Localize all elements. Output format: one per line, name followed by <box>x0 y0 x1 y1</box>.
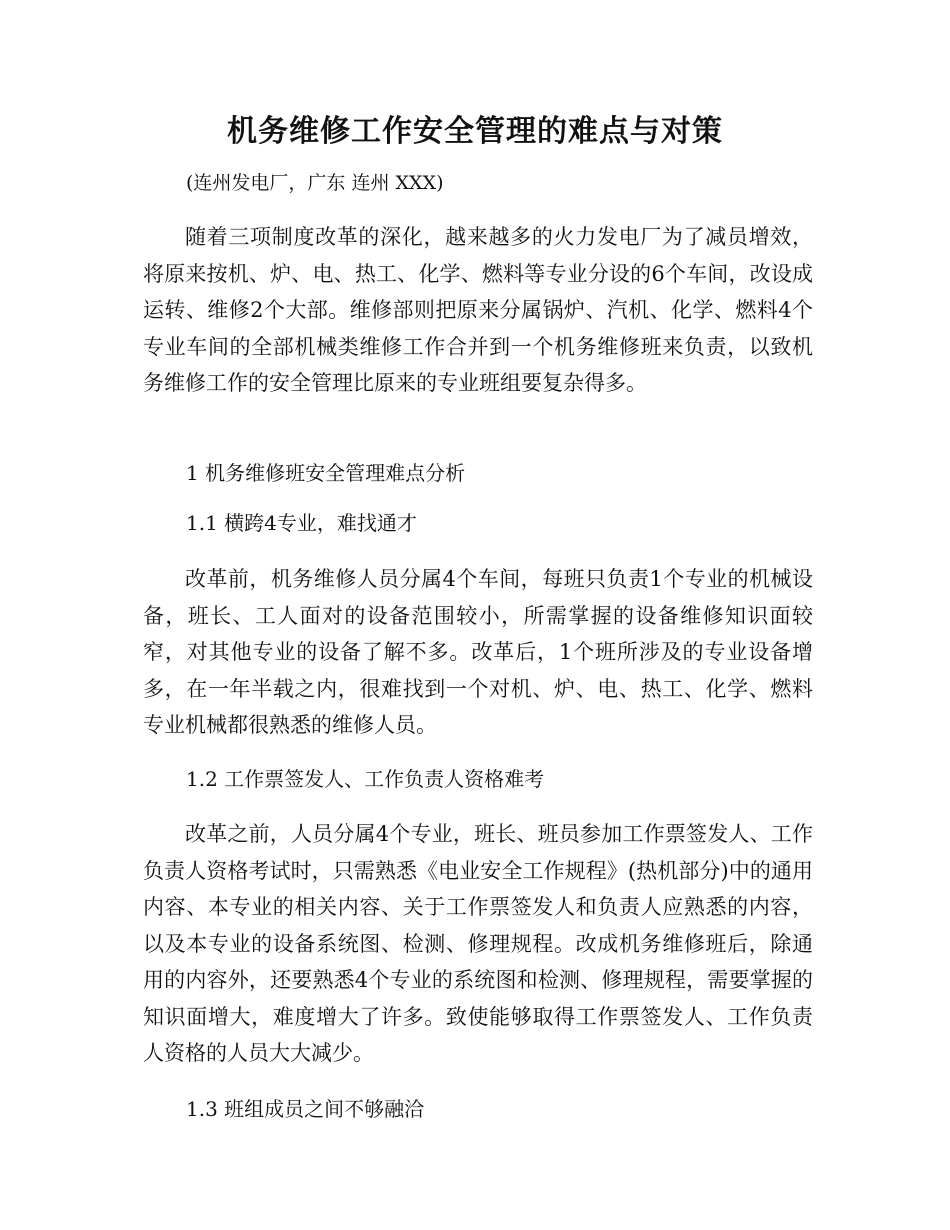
paragraph-1-1: 改革前，机务维修人员分属4个车间，每班只负责1个专业的机械设备，班长、工人面对的设备范围较小，所需掌握的设备维修知识面较窄，对其他专业的设备了解不多。改革后，1个班所涉及的专业设备增多，在一年半载之内，很难找到一个对机、炉、电、热工、化学、燃料专业机械都很熟悉的维修人员。 <box>143 567 813 737</box>
subsection-heading-1-1: 1.1 横跨4专业，难找通才 <box>186 511 417 535</box>
section-heading-1: 1 机务维修班安全管理难点分析 <box>186 461 466 485</box>
subsection-heading-1-3: 1.3 班组成员之间不够融洽 <box>186 1097 425 1121</box>
author-affiliation: (连州发电厂，广东 连州 XXX) <box>186 172 444 194</box>
subsection-heading-1-2: 1.2 工作票签发人、工作负责人资格难考 <box>186 767 545 791</box>
intro-paragraph: 随着三项制度改革的深化，越来越多的火力发电厂为了减员增效，将原来按机、炉、电、热工、化学、燃料等专业分设的6个车间，改设成运转、维修2个大部。维修部则把原来分属锅炉、汽机、化学、燃料4个专业车间的全部机械类维修工作合并到一个机务维修班来负责，以致机务维修工作的安全管理比原来的专业班组要复杂得多。 <box>143 225 813 395</box>
document-title: 机务维修工作安全管理的难点与对策 <box>227 114 723 149</box>
paragraph-1-2: 改革之前，人员分属4个专业，班长、班员参加工作票签发人、工作负责人资格考试时，只需熟悉《电业安全工作规程》(热机部分)中的通用内容、本专业的相关内容、关于工作票签发人和负责人应熟悉的内容，以及本专业的设备系统图、检测、修理规程。改成机务维修班后，除通用的内容外，还要熟悉4个专业的系统图和检测、修理规程，需要掌握的知识面增大，难度增大了许多。致使能够取得工作票签发人、工作负责人资格的人员大大减少。 <box>143 822 813 1065</box>
